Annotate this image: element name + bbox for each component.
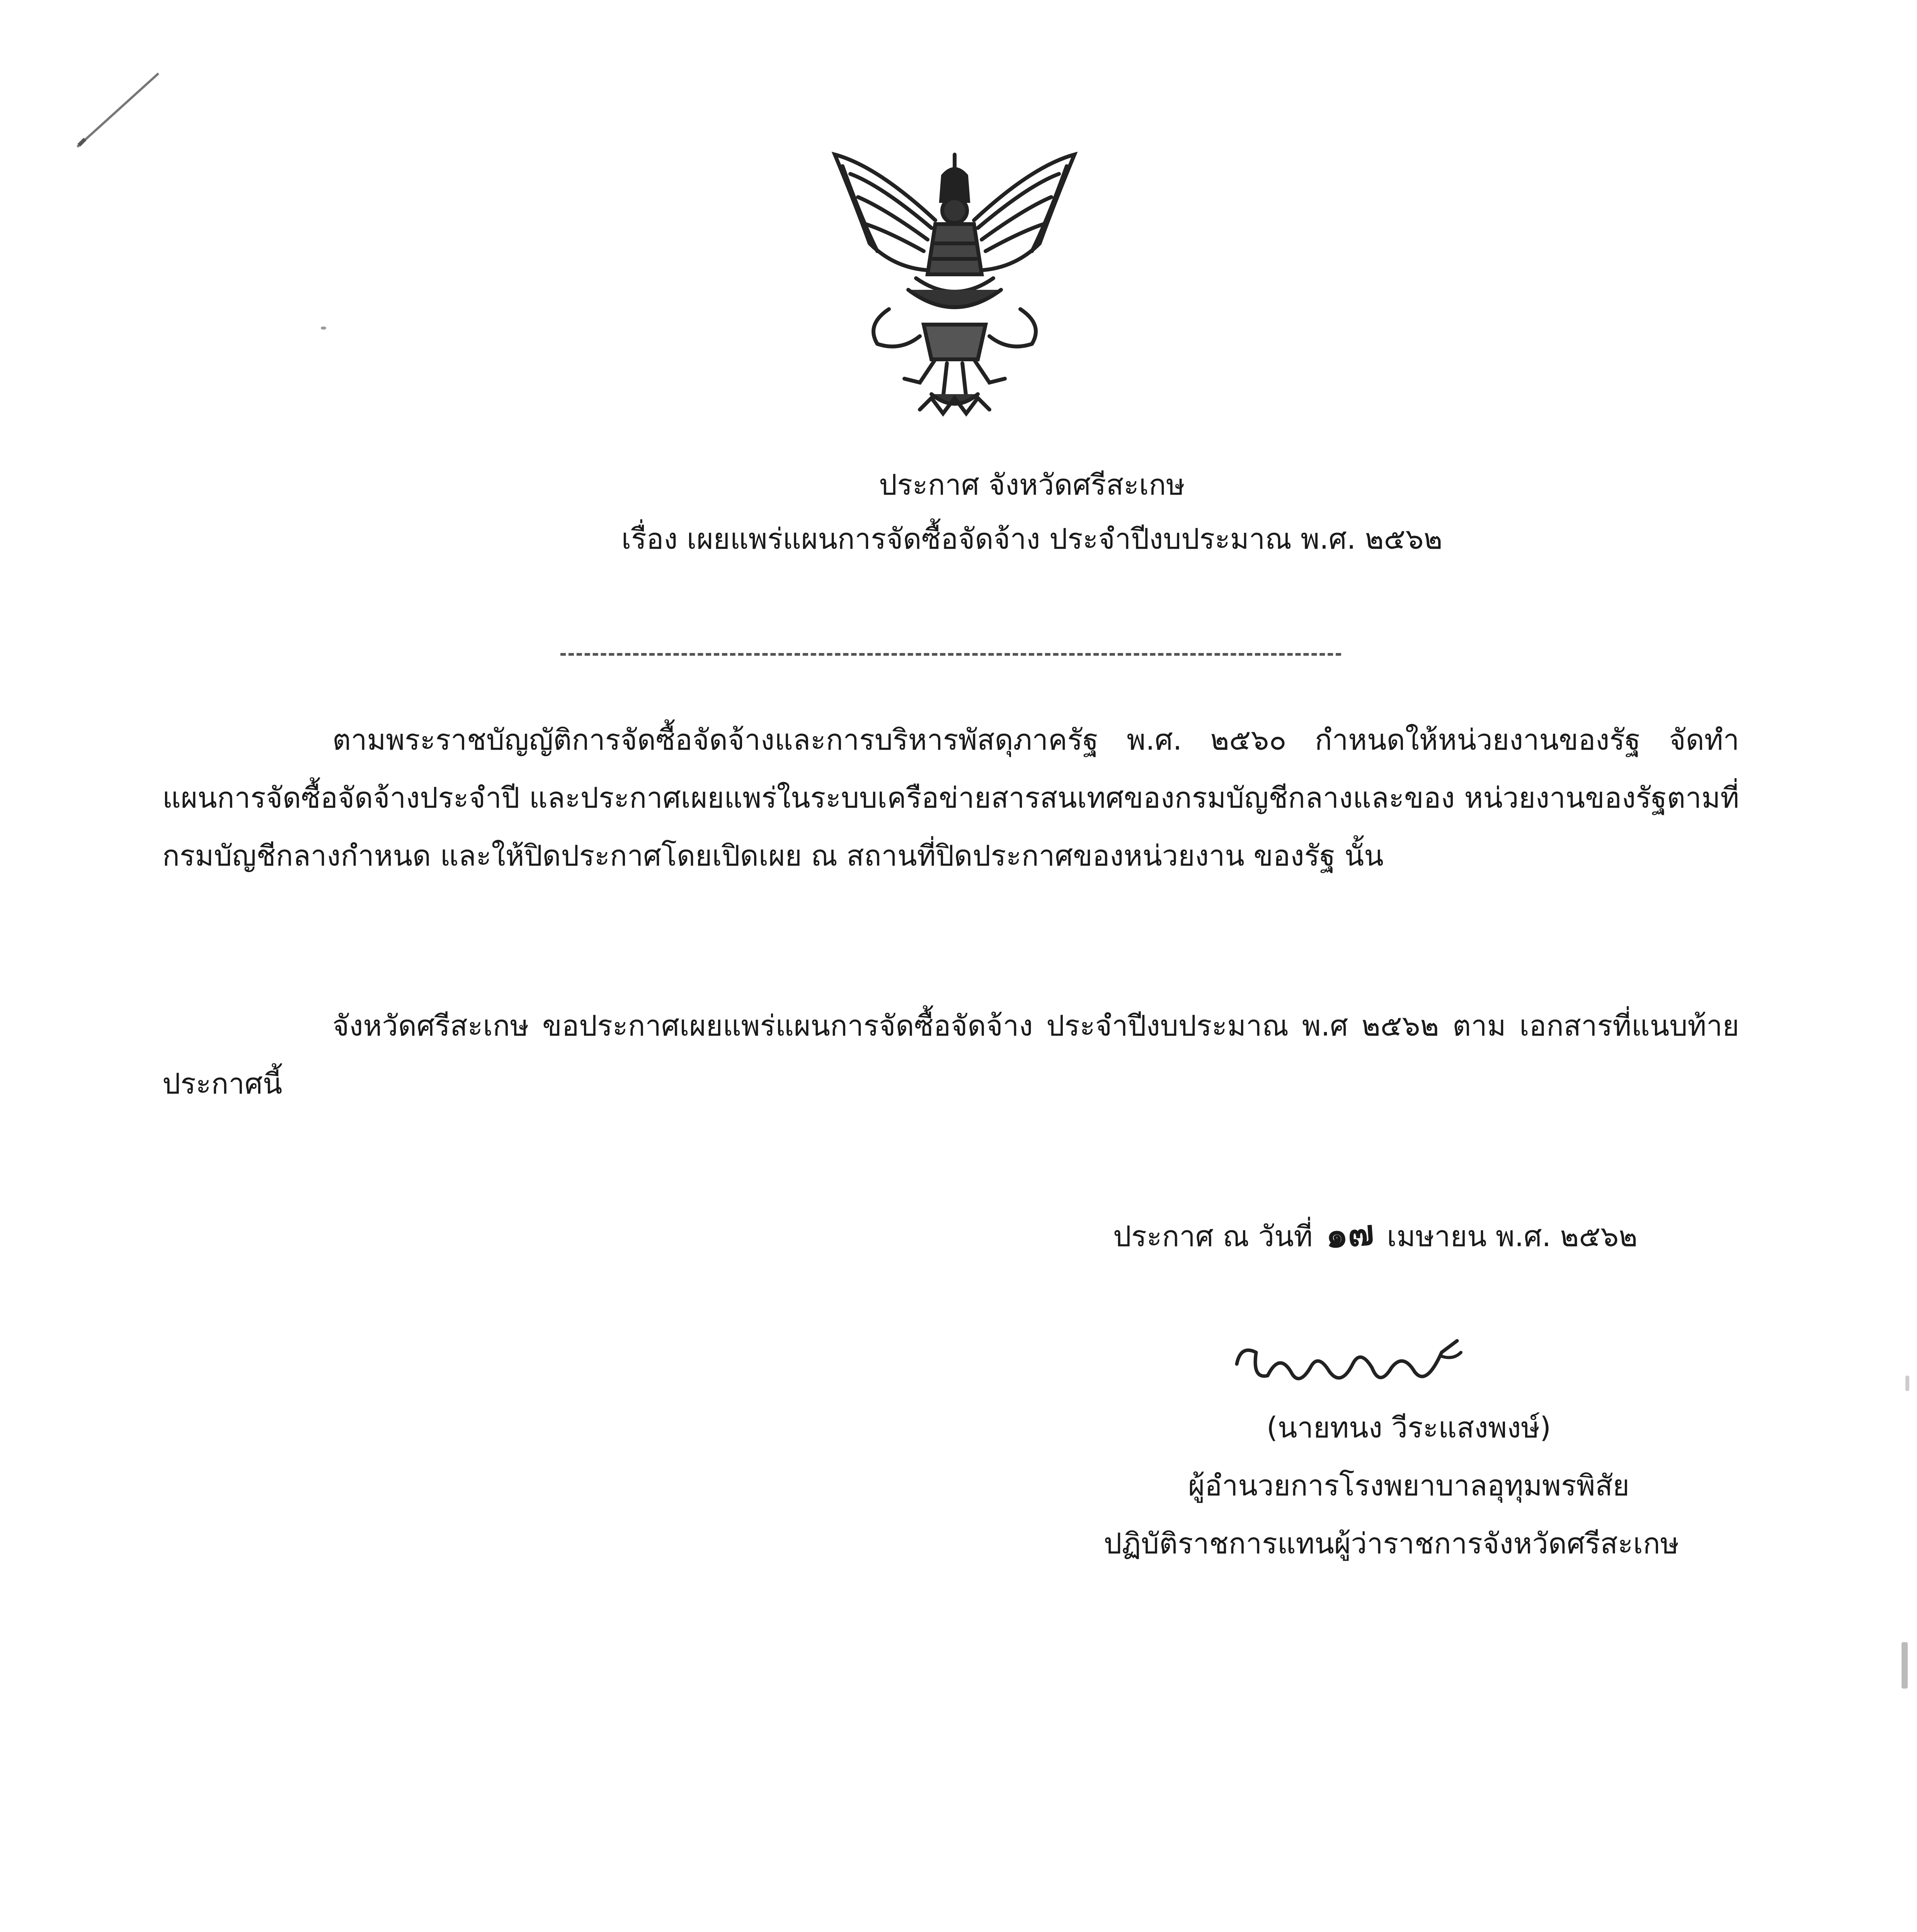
announcement-heading: ประกาศ จังหวัดศรีสะเกษ bbox=[879, 468, 1185, 502]
announcement-title-block bbox=[0, 464, 1917, 560]
dashed-divider bbox=[560, 653, 1341, 656]
signer-name: (นายทนง วีระแสงพงษ์) bbox=[1267, 1411, 1551, 1444]
garuda-emblem bbox=[819, 143, 1090, 421]
signer-position: ผู้อำนวยการโรงพยาบาลอุทุมพรพิสัย bbox=[1188, 1469, 1629, 1502]
announcement-subject: เรื่อง เผยแพร่แผนการจัดซื้อจัดจ้าง ประจำปีงบประมาณ พ.ศ. ๒๕๖๒ bbox=[621, 522, 1443, 556]
body-paragraph-2: จังหวัดศรีสะเกษ ขอประกาศเผยแพร่แผนการจัดซื้อจัดจ้าง ประจำปีงบประมาณ พ.ศ ๒๕๖๒ ตาม เอกสารที่แนบท้ายประกาศนี้ bbox=[162, 1009, 1739, 1100]
signer-acting-for: ปฏิบัติราชการแทนผู้ว่าราชการจังหวัดศรีสะเกษ bbox=[1103, 1527, 1679, 1560]
date-prefix: ประกาศ ณ วันที่ bbox=[1113, 1220, 1313, 1253]
announcement-date bbox=[1113, 1206, 1747, 1265]
handwritten-signature bbox=[1225, 1329, 1473, 1399]
stray-pen-mark bbox=[73, 70, 166, 155]
date-month-year: เมษายน พ.ศ. ๒๕๖๒ bbox=[1387, 1220, 1638, 1253]
scan-speck bbox=[321, 327, 326, 330]
body-paragraph-1: ตามพระราชบัญญัติการจัดซื้อจัดจ้างและการบริหารพัสดุภาครัฐ พ.ศ. ๒๕๖๐ กำหนดให้หน่วยงานของรัฐ จัดทำแผนการจัดซื้อจัดจ้างประจำปี และประกาศเผยแพร่ในระบบเครือข่ายสารสนเทศของกรมบัญชีกลางและของ หน่วยงานของรัฐตามที่กรมบัญชีกลางกำหนด และให้ปิดประกาศโดยเปิดเผย ณ สถานที่ปิดประกาศของหน่วยงาน ของรัฐ นั้น bbox=[162, 723, 1739, 872]
scan-speck bbox=[1902, 1642, 1908, 1689]
scan-speck bbox=[1905, 1376, 1909, 1391]
signer-block bbox=[966, 1399, 1817, 1573]
date-day: ๑๗ bbox=[1324, 1212, 1376, 1257]
